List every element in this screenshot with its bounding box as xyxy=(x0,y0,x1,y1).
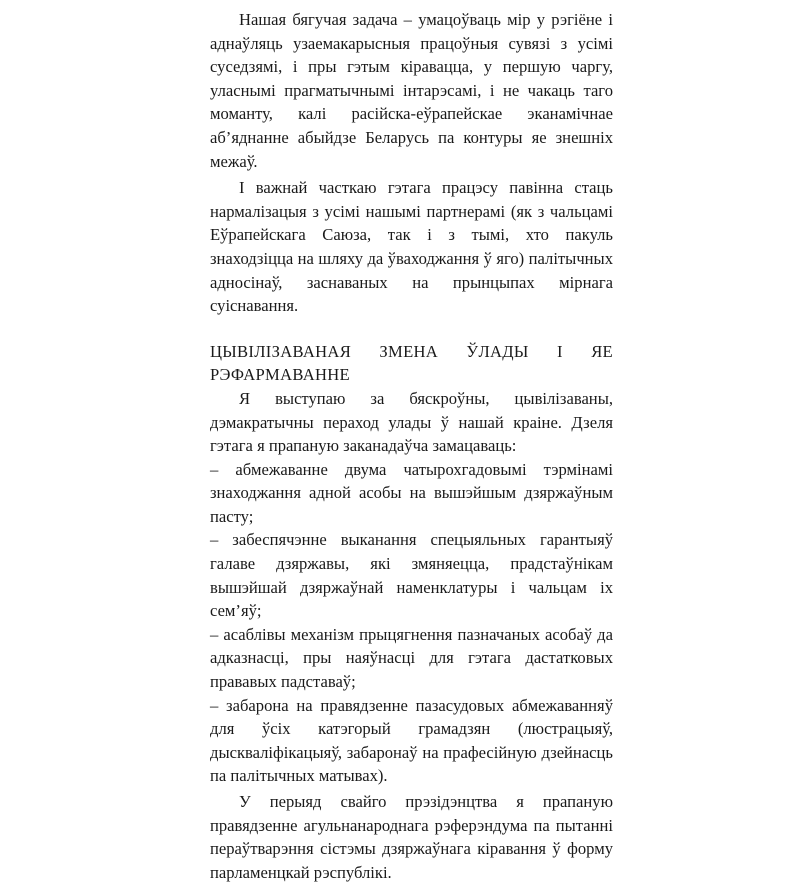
section-heading-line-1: ЦЫВІЛІЗАВАНАЯ ЗМЕНА ЎЛАДЫ І ЯЕ xyxy=(210,341,613,361)
document-page xyxy=(210,8,613,884)
section-heading xyxy=(210,340,613,387)
intro-paragraph-2: І важнай часткаю гэтага працэсу павінна стаць нармалізацыя з усімі нашымі партнерамі (як з чальцамі Еўрапейскага Саюза, так і з тымі, хто пакуль знаходзіцца на шляху да ўваходжання ў яго) палітычных адносінаў, заснаваных на прынцыпах мірнага суіснавання. xyxy=(210,178,613,316)
section-heading-line-2: РЭФАРМАВАННЕ xyxy=(210,365,350,385)
list-item: – абмежаванне двума чатырохгадовымі тэрмінамі знаходжання адной асобы на вышэйшым дзяржаўным пасту; xyxy=(210,459,613,526)
list-item: – асаблівы механізм прыцягнення пазначаных асобаў да адказнасці, пры наяўнасці для гэтага дастатковых прававых падставаў; xyxy=(210,624,613,692)
list-item: – забарона на правядзенне пазасудовых абмежаванняў для ўсіх катэгорый грамадзян (люстрацыяў, дыскваліфікацыяў, забаронаў на прафесійную дзейнасць па палітычных матывах). xyxy=(210,695,613,786)
list-item: – забеспячэнне выканання спецыяльных гарантыяў галаве дзяржавы, які змяняецца, прадстаўнікам вышэйшай дзяржаўнай наменклатуры і чальцам іх сем’яў; xyxy=(210,530,613,621)
closing-paragraph: У перыяд свайго прэзідэнцтва я прапаную правядзенне агульнанароднага рэферэндума па пытанні пераўтварэння сістэмы дзяржаўнага кіравання ў форму парламенцкай рэспублікі. xyxy=(210,792,613,882)
section-lead-paragraph: Я выступаю за бяскроўны, цывілізаваны, дэмакратычны пераход улады ў нашай краіне. Дзеля гэтага я прапаную заканадаўча замацаваць: xyxy=(210,388,613,456)
intro-paragraph-1: Нашая бягучая задача – умацоўваць мір у рэгіёне і аднаўляць узаемакарысныя працоўныя сувязі з усімі суседзямі, і пры гэтым кіравацца, у першую чаргу, уласнымі прагматычнымі інтарэсамі, і не чакаць таго моманту, калі расійска-еўрапейскае эканамічнае аб’яднанне абыйдзе Беларусь па контуры яе знешніх межаў. xyxy=(210,10,613,171)
